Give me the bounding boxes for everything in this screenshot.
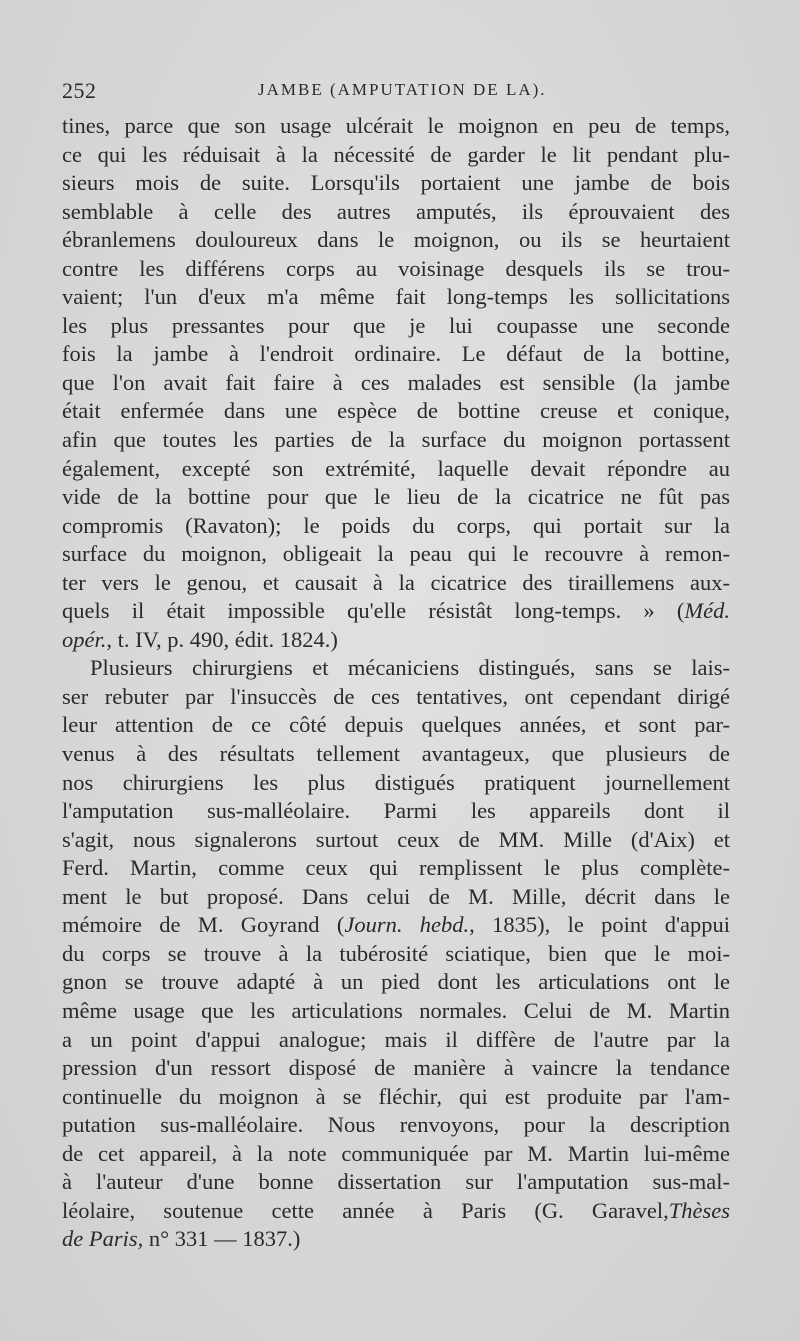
line-text: , 1835), le point d'appui xyxy=(469,912,730,938)
line-text: mémoire de M. Goyrand ( xyxy=(62,912,345,938)
text-line xyxy=(62,312,730,341)
italic-text: Journ. hebd. xyxy=(344,912,470,938)
line-text: ser rebuter par l'insuccès de ces tentatives, ont cependant dirigé xyxy=(62,683,730,709)
text-line xyxy=(62,369,730,398)
line-text: , t. IV, p. 490, édit. 1824.) xyxy=(106,626,338,652)
line-text: de cet appareil, à la note communiquée par M. Martin lui-même xyxy=(62,1140,730,1166)
text-line xyxy=(62,1054,730,1083)
line-text: venus à des résultats tellement avantageux, que plusieurs de xyxy=(62,741,730,767)
text-line xyxy=(62,769,730,798)
line-text: quels il était impossible qu'elle résistât long-temps. » ( xyxy=(62,598,685,624)
text-line xyxy=(62,1111,730,1140)
text-line xyxy=(62,283,730,312)
line-text: a un point d'appui analogue; mais il diffère de l'autre par la xyxy=(62,1026,730,1052)
text-line xyxy=(62,340,730,369)
line-text: que l'on avait fait faire à ces malades est sensible (la jambe xyxy=(62,369,730,395)
text-line xyxy=(62,597,730,626)
text-line xyxy=(62,112,730,141)
line-text: Plusieurs chirurgiens et mécaniciens distingués, sans se lais- xyxy=(90,655,730,681)
text-line xyxy=(62,1225,730,1254)
page-number: 252 xyxy=(62,78,97,103)
text-line xyxy=(62,1197,730,1226)
line-text: tines, parce que son usage ulcérait le moignon en peu de temps, xyxy=(62,113,730,138)
text-line xyxy=(62,569,730,598)
running-head xyxy=(62,78,732,108)
text-line xyxy=(62,711,730,740)
line-text: continuelle du moignon à se fléchir, qui est produite par l'am- xyxy=(62,1083,730,1109)
line-text: afin que toutes les parties de la surface du moignon portassent xyxy=(62,427,730,453)
line-text: ter vers le genou, et causait à la cicatrice des tiraillemens aux- xyxy=(62,569,730,595)
text-line xyxy=(62,911,730,940)
line-text: nos chirurgiens les plus distigués pratiquent journellement xyxy=(62,769,730,795)
text-line xyxy=(62,1026,730,1055)
running-title: JAMBE (AMPUTATION DE LA). xyxy=(258,80,547,99)
line-text: ce qui les réduisait à la nécessité de garder le lit pendant plu- xyxy=(62,141,730,167)
text-line xyxy=(62,455,730,484)
line-text: gnon se trouve adapté à un pied dont les articulations ont le xyxy=(62,969,730,995)
line-text: contre les différens corps au voisinage desquels ils se trou- xyxy=(62,255,730,281)
text-line xyxy=(62,226,730,255)
line-text: semblable à celle des autres amputés, ils éprouvaient des xyxy=(62,198,730,224)
line-text: l'amputation sus-malléolaire. Parmi les appareils dont il xyxy=(62,798,730,824)
text-line xyxy=(62,169,730,198)
text-line xyxy=(62,512,730,541)
line-text: même usage que les articulations normales. Celui de M. Martin xyxy=(62,997,730,1023)
text-line xyxy=(62,397,730,426)
text-line xyxy=(62,997,730,1026)
line-text: vaient; l'un d'eux m'a même fait long-temps les sollicitations xyxy=(62,284,730,310)
text-line xyxy=(62,654,730,683)
italic-text: de Paris, xyxy=(62,1226,144,1252)
line-text: pression d'un ressort disposé de manière à vaincre la tendance xyxy=(62,1055,730,1081)
line-text: était enfermée dans une espèce de bottine creuse et conique, xyxy=(62,398,730,424)
text-line xyxy=(62,626,730,655)
line-text: s'agit, nous signalerons surtout ceux de MM. Mille (d'Aix) et xyxy=(62,826,730,852)
line-text: les plus pressantes pour que je lui coupasse une seconde xyxy=(62,312,730,338)
line-text: ébranlemens douloureux dans le moignon, ou ils se heurtaient xyxy=(62,227,730,253)
text-line xyxy=(62,198,730,227)
text-line xyxy=(62,854,730,883)
text-line xyxy=(62,683,730,712)
body-text xyxy=(62,112,730,1254)
text-line xyxy=(62,255,730,284)
line-text: vide de la bottine pour que le lieu de la cicatrice ne fût pas xyxy=(62,484,730,510)
italic-text: Méd. xyxy=(684,598,730,624)
text-line xyxy=(62,826,730,855)
italic-text: Thèses xyxy=(668,1197,730,1223)
line-text: putation sus-malléolaire. Nous renvoyons, pour la description xyxy=(62,1112,730,1138)
text-line xyxy=(62,483,730,512)
line-text: Ferd. Martin, comme ceux qui remplissent le plus complète- xyxy=(62,855,730,881)
text-line xyxy=(62,1168,730,1197)
line-text: n° 331 — 1837.) xyxy=(143,1226,301,1252)
line-text: surface du moignon, obligeait la peau qui le recouvre à remon- xyxy=(62,541,730,567)
line-text: léolaire, soutenue cette année à Paris (G. Garavel, xyxy=(62,1197,669,1223)
line-text: également, excepté son extrémité, laquelle devait répondre au xyxy=(62,455,730,481)
text-line xyxy=(62,940,730,969)
italic-text: opér. xyxy=(62,626,107,652)
line-text: sieurs mois de suite. Lorsqu'ils portaient une jambe de bois xyxy=(62,170,730,196)
line-text: fois la jambe à l'endroit ordinaire. Le défaut de la bottine, xyxy=(62,341,730,367)
line-text: du corps se trouve à la tubérosité sciatique, bien que le moi- xyxy=(62,940,730,966)
text-line xyxy=(62,883,730,912)
text-line xyxy=(62,426,730,455)
line-text: à l'auteur d'une bonne dissertation sur l'amputation sus-mal- xyxy=(62,1169,730,1195)
text-line xyxy=(62,740,730,769)
text-line xyxy=(62,1140,730,1169)
line-text: compromis (Ravaton); le poids du corps, qui portait sur la xyxy=(62,512,730,538)
text-line xyxy=(62,797,730,826)
line-text: leur attention de ce côté depuis quelques années, et sont par- xyxy=(62,712,730,738)
text-line xyxy=(62,540,730,569)
text-line xyxy=(62,1083,730,1112)
line-text: ment le but proposé. Dans celui de M. Mille, décrit dans le xyxy=(62,883,730,909)
text-line xyxy=(62,141,730,170)
text-line xyxy=(62,968,730,997)
